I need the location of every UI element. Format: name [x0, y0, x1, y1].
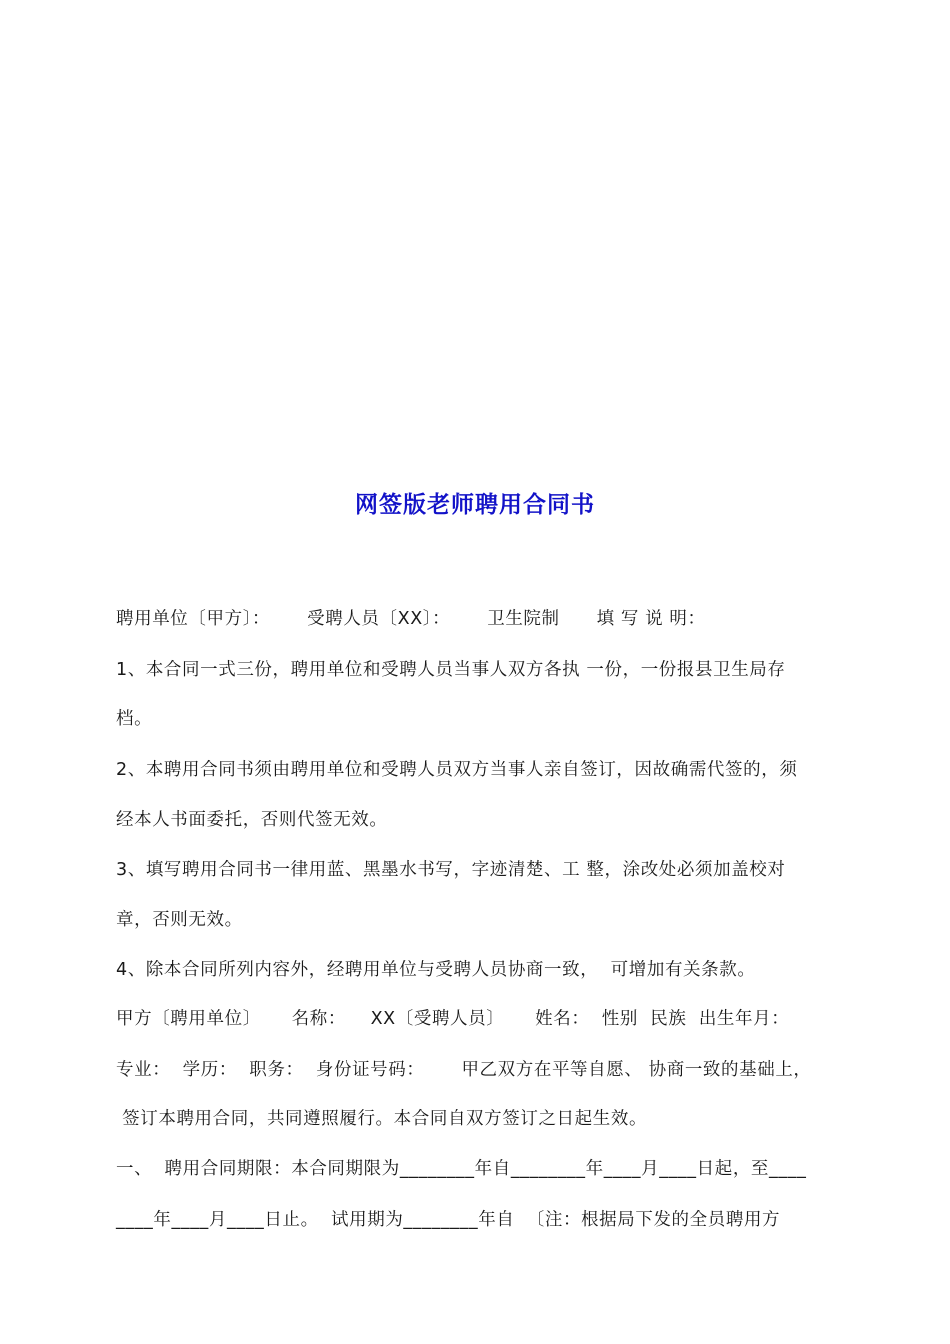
instruction-3: 3、填写聘用合同书一律用蓝、黑墨水书写，字迹清楚、工 整，涂改处必须加盖校对	[116, 860, 786, 880]
document-title: 网签版老师聘用合同书	[355, 491, 595, 518]
instruction-2-cont: 经本人书面委托，否则代签无效。	[116, 810, 388, 830]
term-clause-cont: ____年____月____日止。 试用期为________年自 〔注：根据局下发的全员聘用方	[116, 1210, 781, 1230]
party-fields-line-2: 专业： 学历： 职务： 身份证号码： 甲乙双方在平等自愿、 协商一致的基础上，	[116, 1060, 812, 1080]
instruction-1-cont: 档。	[116, 709, 153, 729]
term-clause: 一、 聘用合同期限：本合同期限为________年自________年____月____日起，至____	[116, 1159, 807, 1179]
instruction-2: 2、本聘用合同书须由聘用单位和受聘人员双方当事人亲自签订，因故确需代签的，须	[116, 760, 798, 780]
header-line: 聘用单位〔甲方〕： 受聘人员〔XX〕： 卫生院制 填 写 说 明：	[116, 609, 706, 629]
instruction-3-cont: 章，否则无效。	[116, 910, 243, 930]
party-fields-line: 甲方〔聘用单位〕 名称： XX〔受聘人员〕 姓名： 性别 民族 出生年月：	[116, 1009, 790, 1029]
instruction-4: 4、除本合同所列内容外，经聘用单位与受聘人员协商一致， 可增加有关条款。	[116, 960, 756, 980]
instruction-1: 1、本合同一式三份，聘用单位和受聘人员当事人双方各执 一份，一份报县卫生局存	[116, 660, 786, 680]
agreement-line: 签订本聘用合同，共同遵照履行。本合同自双方签订之日起生效。	[116, 1109, 648, 1129]
